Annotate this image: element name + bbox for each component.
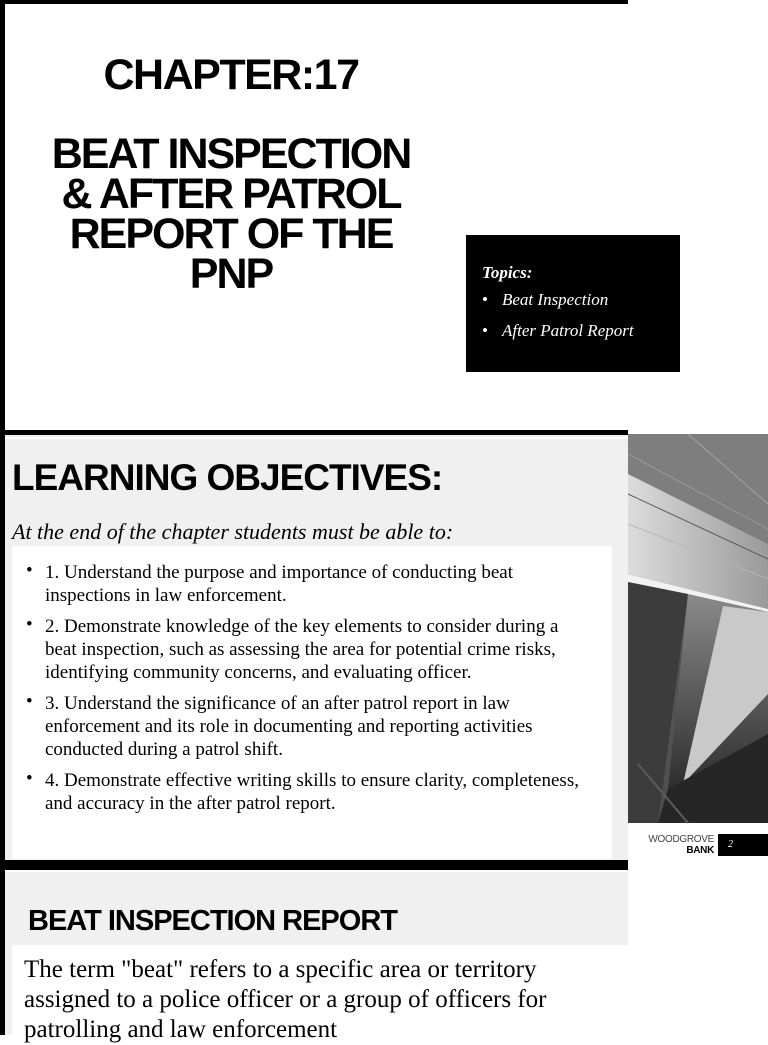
objective-item: • 2. Demonstrate knowledge of the key elements to consider during a beat inspection, such as assessing the area for potential crime risks, identifying community concerns, and evaluating officer. (20, 615, 592, 684)
learning-objectives-title: LEARNING OBJECTIVES: (12, 457, 443, 498)
topics-list (482, 291, 680, 340)
chapter-title-line: & AFTER PATROL (61, 170, 401, 218)
objective-item: • 4. Demonstrate effective writing skills to ensure clarity, completeness, and accuracy in the after patrol report. (20, 769, 592, 815)
beat-inspection-panel (12, 945, 628, 1045)
beat-inspection-body: The term "beat" refers to a specific area or territory assigned to a police officer or a group of officers for patrolling and law enforcement (24, 956, 547, 1043)
topic-item: • Beat Inspection (482, 291, 680, 309)
objectives-panel (12, 546, 612, 859)
objective-item: • 1. Understand the purpose and importance of conducting beat inspections in law enforcement. (20, 561, 592, 607)
topics-box (466, 235, 680, 372)
brand-logo-text (636, 834, 714, 856)
title-slide (0, 0, 634, 430)
chapter-title (25, 130, 437, 298)
chapter-heading: CHAPTER:17 (103, 51, 359, 99)
learning-objectives-slide (0, 430, 628, 865)
objectives-list (20, 561, 592, 815)
beat-inspection-title: BEAT INSPECTION REPORT (28, 905, 397, 937)
chapter-title-line: PNP (189, 250, 273, 298)
brand-line-2: BANK (686, 845, 714, 856)
objective-item: • 3. Understand the significance of an after patrol report in law enforcement and its role in documenting and reporting activities conducted during a patrol shift. (20, 692, 592, 761)
beat-inspection-slide (0, 865, 628, 1043)
page-number: 2 (718, 834, 768, 856)
architecture-photo-graphic (628, 434, 768, 823)
brand-line-1: WOODGROVE (648, 834, 714, 845)
architecture-photo (628, 434, 768, 823)
topic-item: • After Patrol Report (482, 322, 680, 340)
learning-objectives-subtitle: At the end of the chapter students must be able to: (12, 519, 454, 544)
topics-heading: Topics: (482, 263, 533, 282)
chapter-title-line: REPORT OF THE (69, 210, 393, 258)
chapter-title-line: BEAT INSPECTION (51, 130, 411, 178)
